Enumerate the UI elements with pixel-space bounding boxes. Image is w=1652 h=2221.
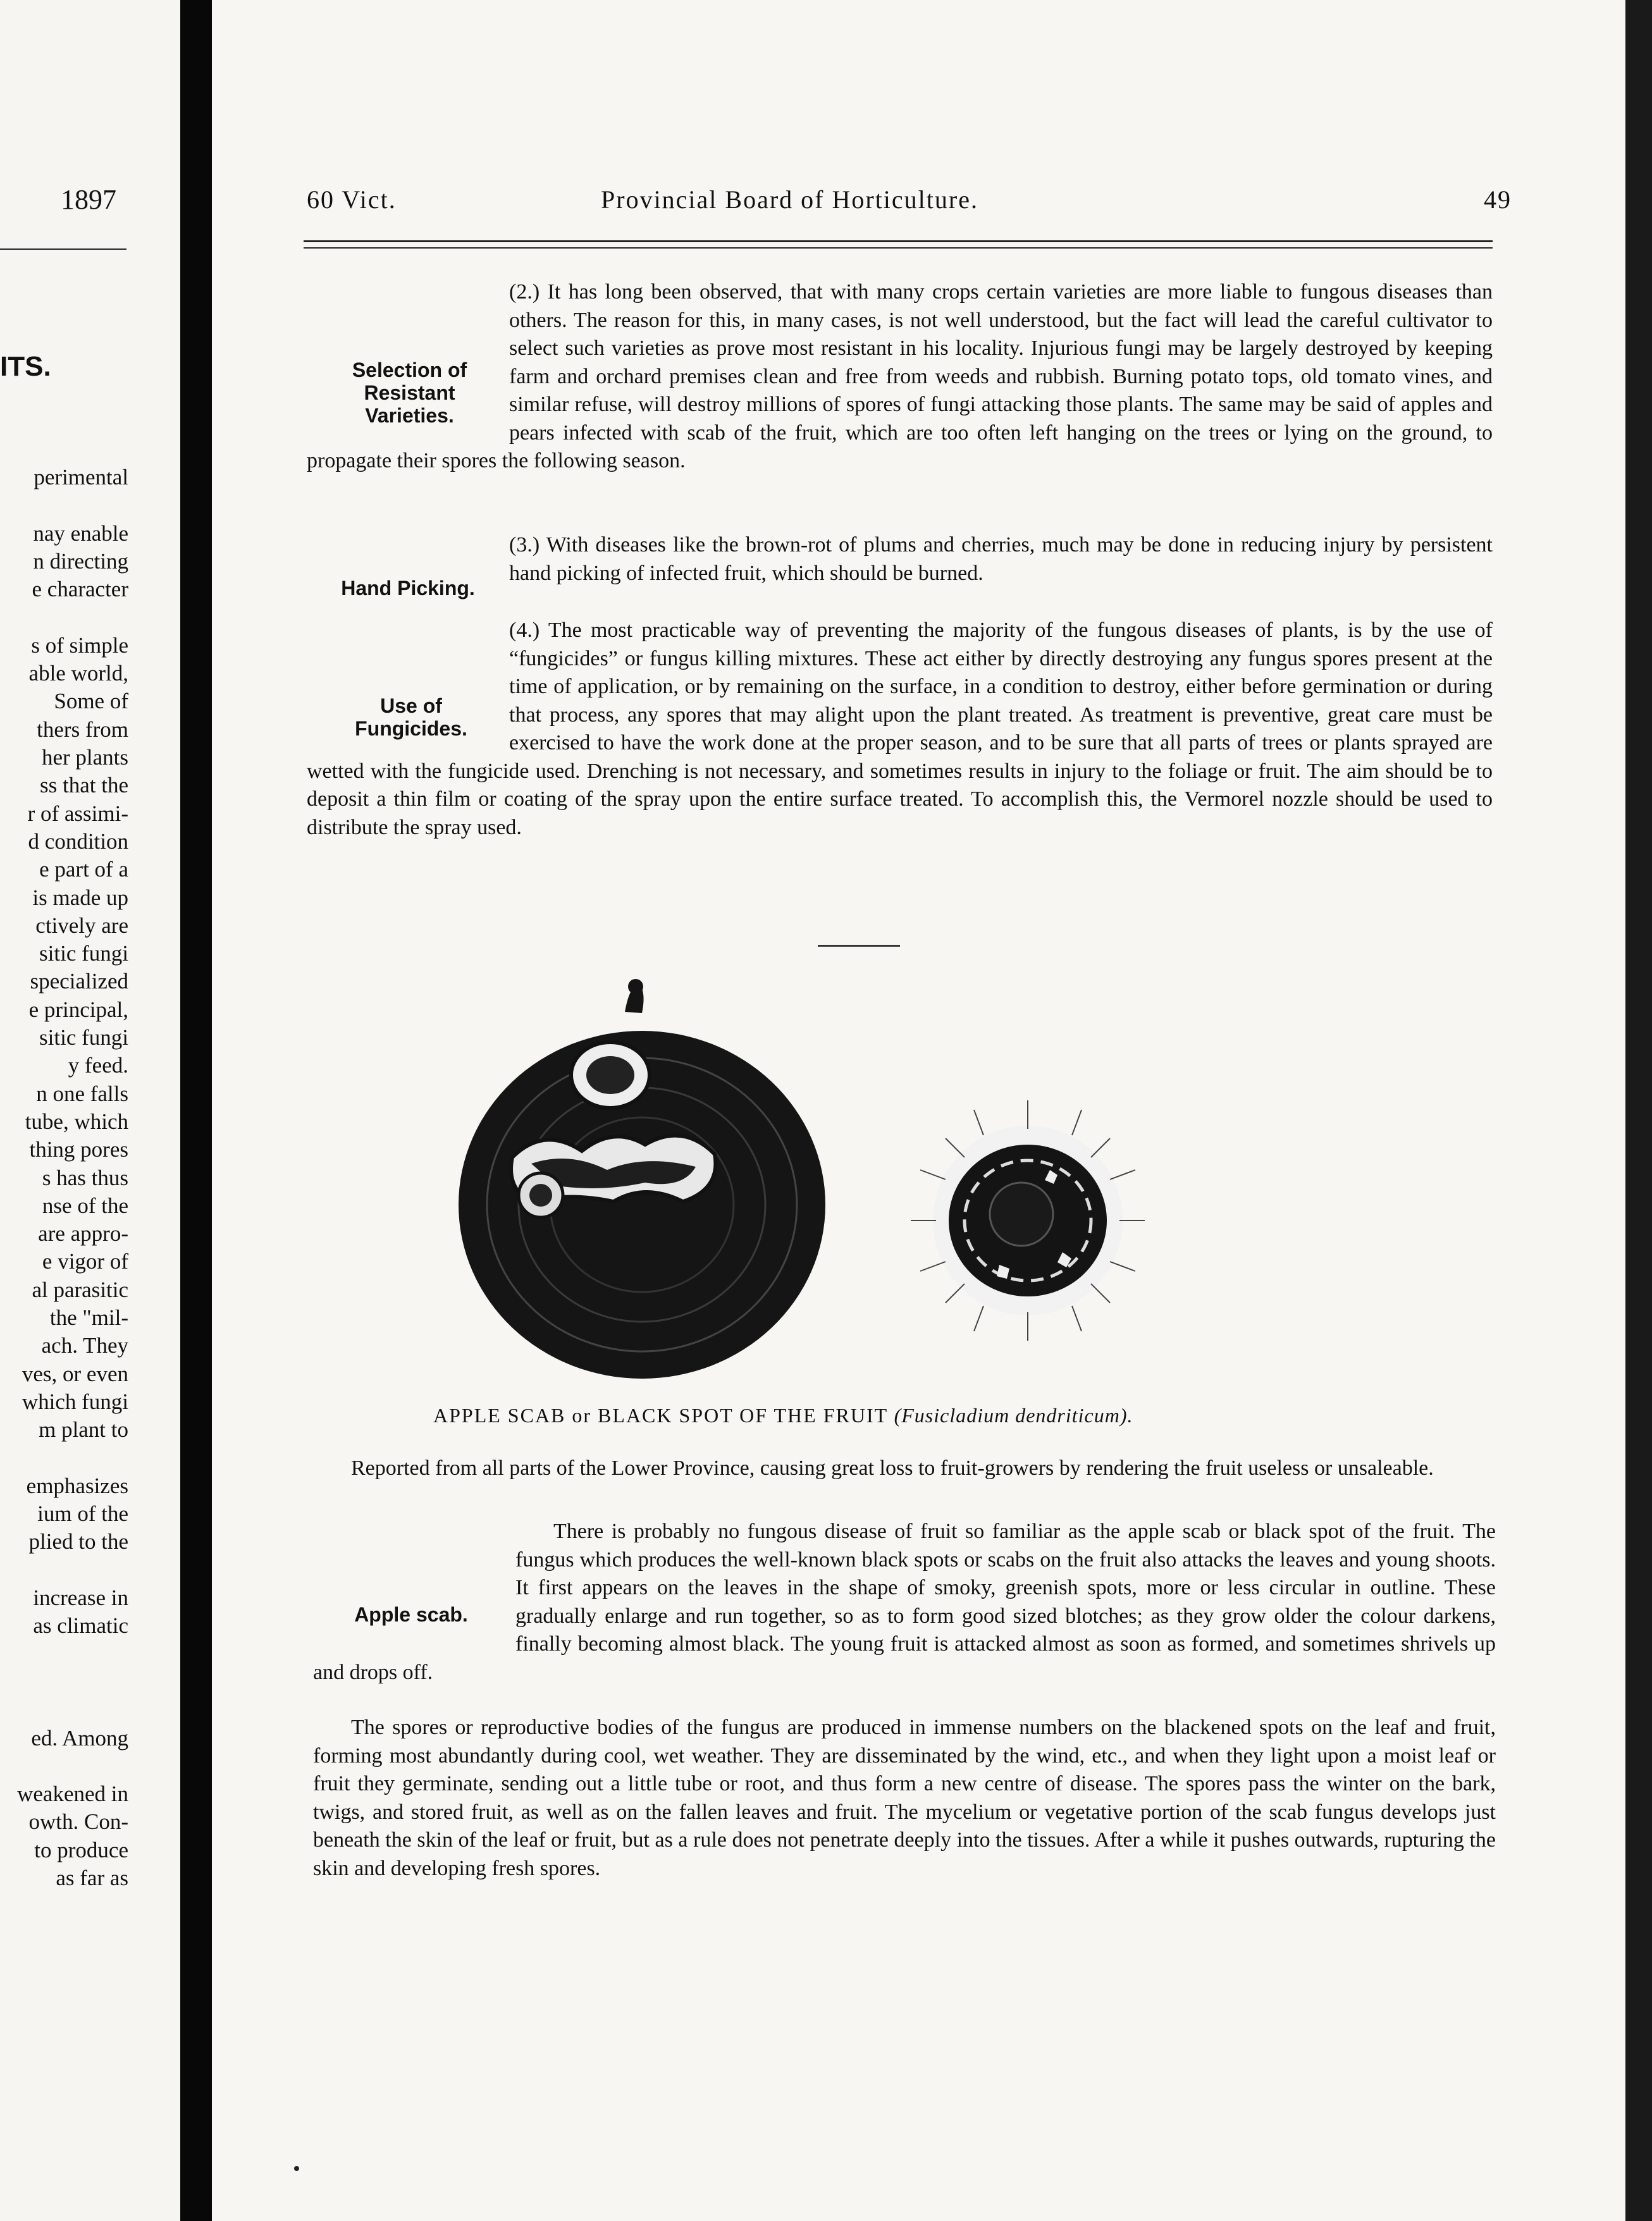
left-page-line: r of assimi- [27, 801, 128, 826]
left-page-line: e principal, [28, 997, 128, 1022]
paragraph-apple-scab-description [313, 1518, 1496, 1687]
left-page-line: specialized [30, 969, 128, 994]
left-page-line: Some of [54, 689, 128, 714]
section-divider [818, 945, 900, 947]
left-page-line: al parasitic [32, 1277, 128, 1302]
left-page-line: are appro- [38, 1221, 128, 1246]
left-page-line: as far as [56, 1866, 128, 1890]
figure-caption [433, 1404, 1133, 1427]
apple-fruit-drawing [459, 979, 825, 1379]
left-page-line: d condition [28, 828, 128, 854]
header-title: Provincial Board of Horticulture. [601, 185, 978, 214]
left-page-line: able world, [28, 661, 128, 686]
leaf-spot-drawing [911, 1100, 1145, 1341]
left-header-rule [0, 248, 126, 250]
left-page-line: e character [32, 577, 128, 602]
left-facing-page [0, 0, 180, 2221]
sidenote-selection: Selection of Resistant Varieties. [352, 359, 467, 427]
left-page-line: to produce [34, 1837, 128, 1862]
left-page-line: ctively are [35, 913, 128, 938]
paragraph-text: (2.) It has long been observed, that with many crops certain varieties are more liable to fungous diseases than others. The reason for this, in many cases, is not well understood, but the fact will lead the careful cultivator to select such varieties as prove most resistant in his locality. Injurious fungi may be largely destroyed by keeping farm and orchard premises clean and free from weeds and rubbish. Burning potato tops, old tomato vines, and similar refuse, will destroy millions of spores of fungi attacking those plants. The same may be said of apples and pears infected with scab of the fruit, which are too often left hanging on the trees or lying on the ground, to propagate their spores the following season. [307, 280, 1493, 472]
left-page-line: her plants [41, 745, 128, 770]
left-page-line: e part of a [39, 857, 128, 882]
header-rule [304, 240, 1493, 249]
left-page-line: n directing [33, 548, 128, 574]
paragraph-hand-picking [307, 531, 1493, 616]
left-page-line: sitic fungi [39, 1025, 128, 1050]
left-page-line: thing pores [29, 1137, 128, 1162]
paragraph-text: Reported from all parts of the Lower Province, causing great loss to fruit-growers by rendering the fruit useless or unsaleable. [351, 1456, 1434, 1480]
sidenote-fungicides: Use of Fungicides. [355, 694, 467, 740]
left-page-line: tube, which [25, 1109, 128, 1134]
paragraph-text: There is probably no fungous disease of fruit so familiar as the apple scab or black spot of the fruit. The fungus which produces the well-known black spots or scabs on the fruit also attacks the leaves and young shoots. It first appears on the leaves in the shape of smoky, greenish spots, more or less circular in outline. These gradually enlarge and run together, so as to form good sized blotches; as they grow older the colour darkens, finally becoming almost black. The young fruit is attacked almost as soon as formed, and sometimes shrivels up and drops off. [313, 1520, 1496, 1684]
left-page-line: s of simple [31, 632, 128, 658]
left-page-line: perimental [34, 465, 128, 489]
page-number: 49 [1484, 185, 1512, 214]
left-page-line: y feed. [68, 1053, 128, 1078]
paragraph-text: (4.) The most practicable way of preventing the majority of the fungous diseases of plants, is by the use of “fungicides” or fungus killing mixtures. These act either by directly destroying any fungus spores present at the time of application, or by remaining on the surface, in a condition to destroy, either before germination or during that process, any spores that may alight upon the plant treated. As treatment is preventive, great care must be exercised to have the work done at the proper season, and to be sure that all parts of trees or plants sprayed are wetted with the fungicide used. Drenching is not necessary, and sometimes results in injury to the foliage or fruit. The aim should be to deposit a thin film or coating of the spray upon the entire surface treated. To accomplish this, the Vermorel nozzle should be used to distribute the spray used. [307, 618, 1493, 839]
left-page-line: ed. Among [31, 1725, 128, 1750]
left-page-line: ium of the [37, 1501, 128, 1527]
left-page-heading: ITS. [0, 351, 51, 382]
left-page-line: m plant to [39, 1417, 128, 1443]
left-page-line: n one falls [36, 1081, 128, 1106]
left-page-line: s has thus [42, 1165, 128, 1190]
sidenote-apple-scab: Apple scab. [354, 1603, 468, 1626]
caption-text: APPLE SCAB or BLACK SPOT OF THE FRUIT [433, 1404, 888, 1427]
left-page-line: plied to the [28, 1529, 128, 1554]
header-session: 60 Vict. [307, 185, 397, 214]
left-page-line: which fungi [22, 1389, 128, 1414]
apple-scab-illustration [455, 974, 1214, 1391]
left-page-line: sitic fungi [39, 941, 128, 966]
main-page [212, 0, 1625, 2221]
paragraph-text: The spores or reproductive bodies of the fungus are produced in immense numbers on the blackened spots on the leaf and fruit, forming most abundantly during cool, wet weather. They are disseminated by the wind, etc., and when they light upon a moist leaf or fruit they germinate, sending out a little tube or root, and thus form a new centre of disease. The spores pass the winter on the bark, twigs, and stored fruit, as well as on the fallen leaves and fruit. The mycelium or vegetative portion of the scab fungus develops just beneath the skin of the leaf or fruit, but as a rule does not penetrate deeply into the tissues. After a while it pushes outwards, rupturing the skin and developing fresh spores. [313, 1716, 1496, 1880]
left-page-line: increase in [33, 1585, 128, 1610]
left-page-line: is made up [32, 885, 128, 910]
paragraph-apple-scab-spores [313, 1714, 1496, 1883]
book-gutter [180, 0, 212, 2221]
left-page-year: 1897 [61, 184, 116, 215]
left-page-line: ss that the [40, 773, 128, 798]
left-page-line: nse of the [42, 1193, 128, 1218]
left-page-line: thers from [37, 717, 128, 742]
page-edge [1625, 0, 1652, 2221]
print-speck [294, 2166, 299, 2171]
left-page-line: ach. They [41, 1333, 128, 1358]
left-page-line: nay enable [33, 520, 128, 546]
left-page-line: the "mil- [49, 1305, 128, 1330]
left-page-line: weakened in [17, 1781, 128, 1807]
paragraph-text: (3.) With diseases like the brown-rot of plums and cherries, much may be done in reducing injury by persistent hand picking of infected fruit, which should be burned. [509, 533, 1493, 585]
left-page-line: owth. Con- [28, 1809, 128, 1835]
left-page-line: emphasizes [26, 1473, 128, 1498]
sidenote-hand-picking: Hand Picking. [341, 577, 475, 600]
left-page-line: ves, or even [22, 1361, 128, 1386]
caption-latin-name: (Fusicladium dendriticum). [894, 1404, 1133, 1427]
left-page-line: as climatic [33, 1613, 128, 1639]
left-page-line: e vigor of [42, 1249, 128, 1274]
paragraph-apple-scab-intro [313, 1455, 1496, 1483]
